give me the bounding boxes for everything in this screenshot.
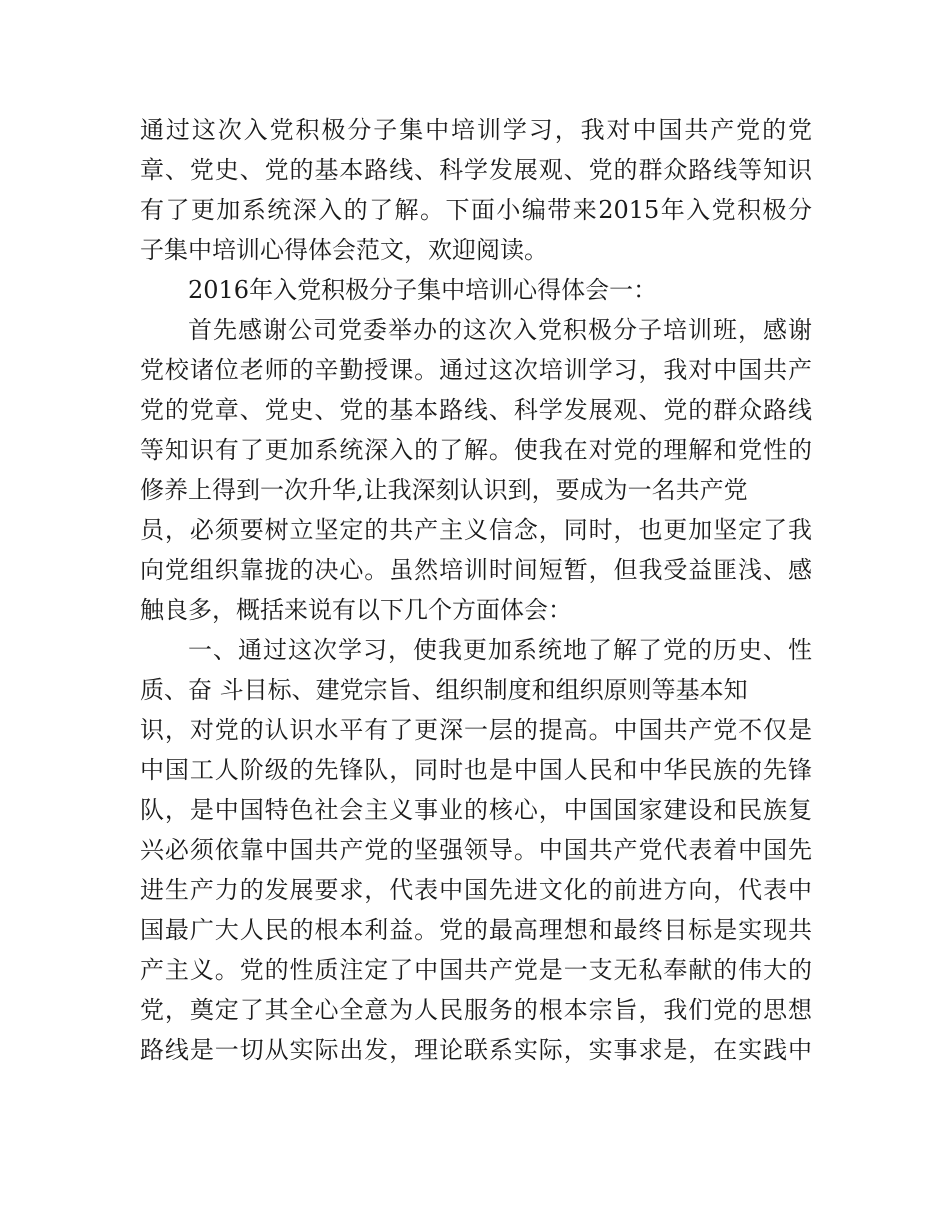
text-line: 修养上得到一次升华,让我深刻认识到，要成为一名共产党: [140, 476, 748, 504]
text-line: 有了更加系统深入的了解。下面小编带来2015年入党积极分: [140, 196, 812, 224]
text-line: 党，奠定了其全心全意为人民服务的根本宗旨，我们党的思想: [140, 996, 812, 1024]
text-line: 党的党章、党史、党的基本路线、科学发展观、党的群众路线: [140, 396, 812, 424]
text-line: 一、通过这次学习，使我更加系统地了解了党的历史、性: [188, 636, 812, 664]
text-line: 等知识有了更加系统深入的了解。使我在对党的理解和党性的: [140, 436, 812, 464]
text-line: 党校诸位老师的辛勤授课。通过这次培训学习，我对中国共产: [140, 356, 812, 384]
text-line: 中国工人阶级的先锋队，同时也是中国人民和中华民族的先锋: [140, 756, 812, 784]
text-line: 进生产力的发展要求，代表中国先进文化的前进方向，代表中: [140, 876, 812, 904]
text-line: 子集中培训心得体会范文，欢迎阅读。: [140, 236, 548, 264]
text-line: 通过这次入党积极分子集中培训学习，我对中国共产党的党: [140, 116, 812, 144]
text-line: 识，对党的认识水平有了更深一层的提高。中国共产党不仅是: [140, 716, 812, 744]
text-line: 触良多，概括来说有以下几个方面体会：: [140, 596, 572, 624]
text-line: 国最广大人民的根本利益。党的最高理想和最终目标是实现共: [140, 916, 812, 944]
body-text: [140, 110, 812, 1070]
section-heading: 2016年入党积极分子集中培训心得体会一：: [188, 276, 658, 304]
text-line: 质、奋 斗目标、建党宗旨、组织制度和组织原则等基本知: [140, 676, 748, 704]
text-line: 兴必须依靠中国共产党的坚强领导。中国共产党代表着中国先: [140, 836, 812, 864]
text-line: 路线是一切从实际出发，理论联系实际，实事求是，在实践中: [140, 1036, 812, 1064]
text-line: 章、党史、党的基本路线、科学发展观、党的群众路线等知识: [140, 156, 812, 184]
text-line: 向党组织靠拢的决心。虽然培训时间短暂，但我受益匪浅、感: [140, 556, 812, 584]
text-line: 首先感谢公司党委举办的这次入党积极分子培训班，感谢: [188, 316, 812, 344]
text-line: 员，必须要树立坚定的共产主义信念，同时，也更加坚定了我: [140, 516, 812, 544]
text-line: 队，是中国特色社会主义事业的核心，中国国家建设和民族复: [140, 796, 812, 824]
text-line: 产主义。党的性质注定了中国共产党是一支无私奉献的伟大的: [140, 956, 812, 984]
